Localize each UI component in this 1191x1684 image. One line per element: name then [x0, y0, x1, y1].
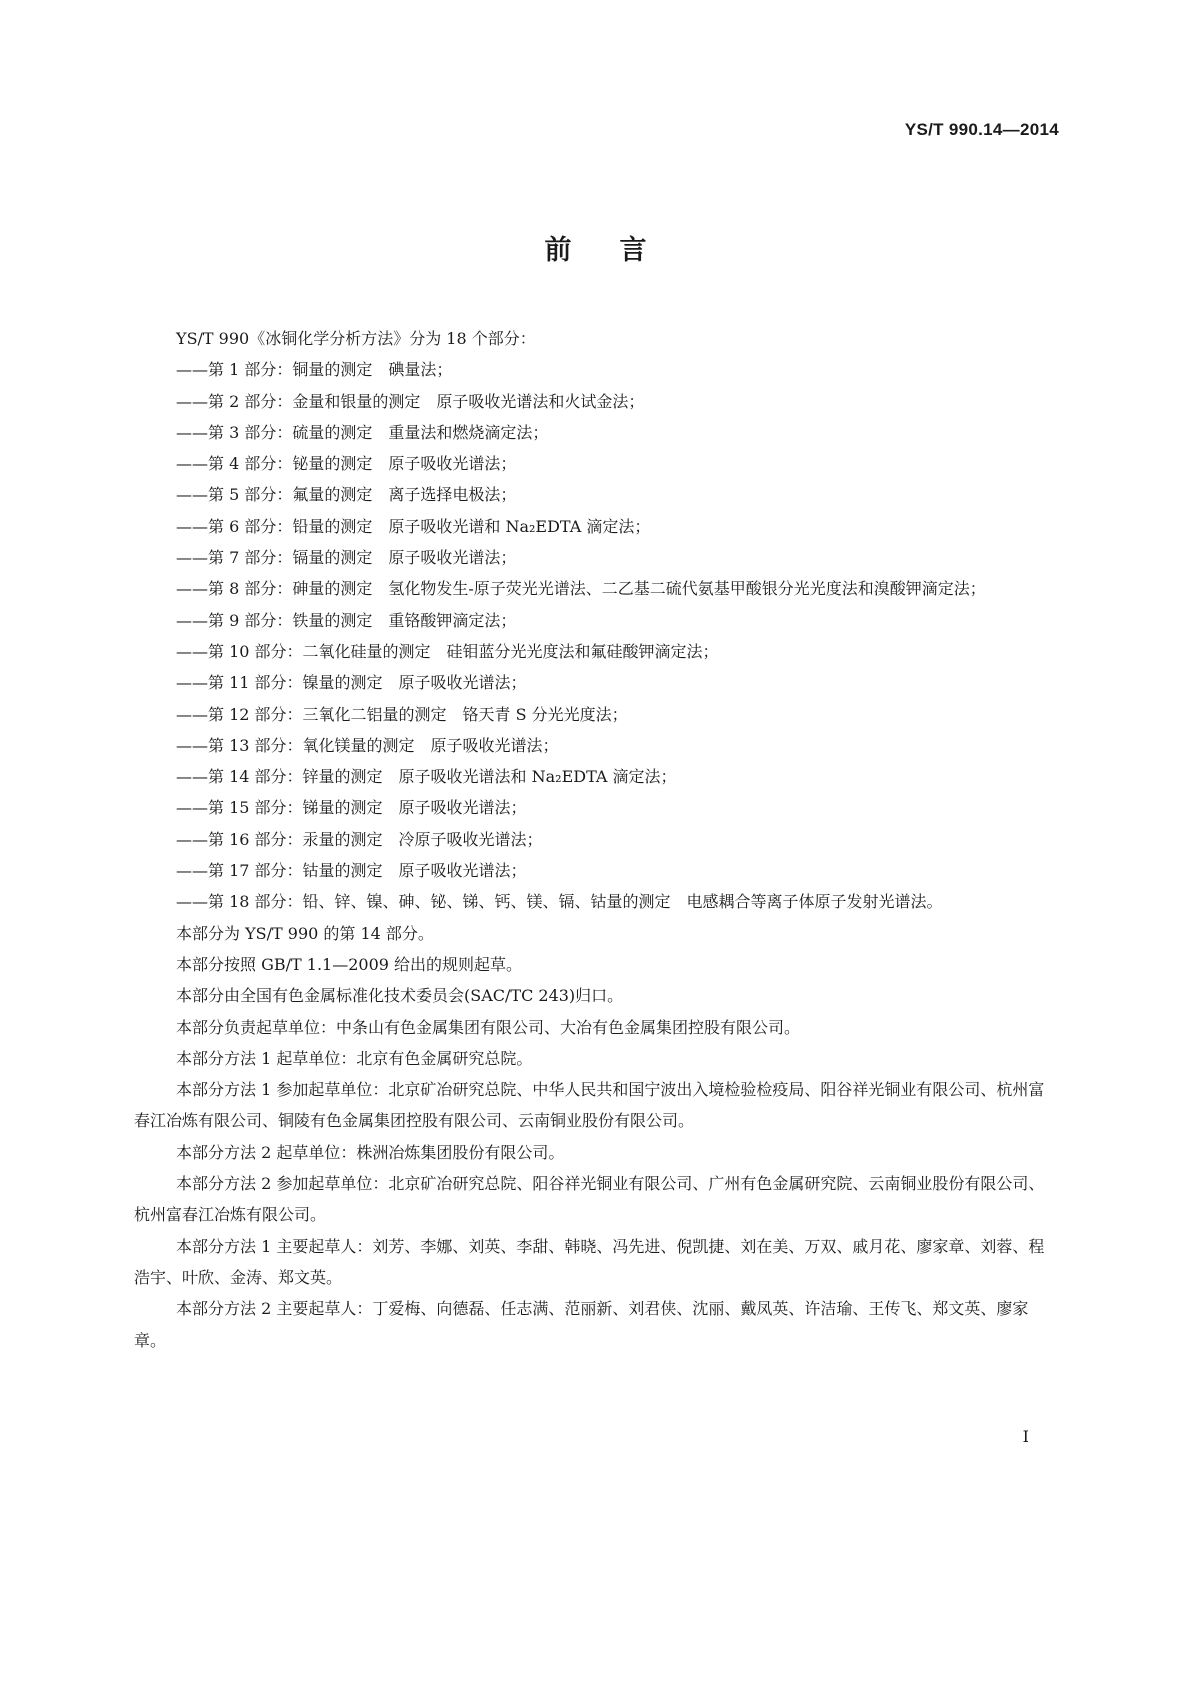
paragraph-method2-authors: 本部分方法 2 主要起草人：丁爱梅、向德磊、任志满、范丽新、刘君侠、沈丽、戴凤英、许洁瑜、王传飞、郑文英、廖家章。: [134, 1299, 1029, 1350]
part-item-3: ——第 3 部分：硫量的测定 重量法和燃烧滴定法；: [176, 422, 549, 442]
paragraph-method2-participants: 本部分方法 2 参加起草单位：北京矿冶研究总院、阳谷祥光铜业有限公司、广州有色金属研究院、云南铜业股份有限公司、杭州富春江冶炼有限公司。: [134, 1174, 1045, 1225]
part-item-10: ——第 10 部分：二氧化硅量的测定 硅钼蓝分光光度法和氟硅酸钾滴定法；: [176, 641, 719, 661]
paragraph-method2-drafter: 本部分方法 2 起草单位：株洲冶炼集团股份有限公司。: [176, 1142, 565, 1162]
part-item-4: ——第 4 部分：铋量的测定 原子吸收光谱法；: [176, 454, 517, 474]
part-item-8: ——第 8 部分：砷量的测定 氢化物发生-原子荧光光谱法、二乙基二硫代氨基甲酸银分光光度法和溴酸钾滴定法；: [176, 579, 986, 599]
part-item-14: ——第 14 部分：锌量的测定 原子吸收光谱法和 Na₂EDTA 滴定法；: [176, 767, 677, 787]
page-title: 前言: [544, 235, 695, 266]
paragraph-drafting-rules: 本部分按照 GB/T 1.1—2009 给出的规则起草。: [176, 954, 523, 974]
part-item-11: ——第 11 部分：镍量的测定 原子吸收光谱法；: [176, 673, 527, 693]
part-item-15: ——第 15 部分：锑量的测定 原子吸收光谱法；: [176, 798, 527, 818]
part-item-9: ——第 9 部分：铁量的测定 重铬酸钾滴定法；: [176, 610, 517, 630]
paragraph-method1-participants: 本部分方法 1 参加起草单位：北京矿冶研究总院、中华人民共和国宁波出入境检验检疫局、阳谷祥光铜业有限公司、杭州富春江冶炼有限公司、铜陵有色金属集团控股有限公司、云南铜业股份有限公司。: [134, 1080, 1045, 1131]
part-item-2: ——第 2 部分：金量和银量的测定 原子吸收光谱法和火试金法；: [176, 391, 645, 411]
paragraph-committee: 本部分由全国有色金属标准化技术委员会(SAC/TC 243)归口。: [176, 986, 624, 1006]
paragraph-responsible-drafter: 本部分负责起草单位：中条山有色金属集团有限公司、大冶有色金属集团控股有限公司。: [176, 1017, 801, 1037]
paragraph-part-number: 本部分为 YS/T 990 的第 14 部分。: [176, 923, 434, 943]
part-item-7: ——第 7 部分：镉量的测定 原子吸收光谱法；: [176, 548, 517, 568]
part-item-18: ——第 18 部分：铅、锌、镍、砷、铋、锑、钙、镁、镉、钴量的测定 电感耦合等离子体原子发射光谱法。: [176, 892, 943, 912]
part-item-5: ——第 5 部分：氟量的测定 离子选择电极法；: [176, 485, 517, 505]
page-number: I: [1022, 1427, 1029, 1446]
part-item-16: ——第 16 部分：汞量的测定 冷原子吸收光谱法；: [176, 829, 543, 849]
part-item-17: ——第 17 部分：钴量的测定 原子吸收光谱法；: [176, 861, 527, 881]
paragraph-method1-drafter: 本部分方法 1 起草单位：北京有色金属研究总院。: [176, 1048, 533, 1068]
document-body: [134, 323, 1060, 1356]
paragraph-method1-authors: 本部分方法 1 主要起草人：刘芳、李娜、刘英、李甜、韩晓、冯先进、倪凯捷、刘在美、万双、戚月花、廖家章、刘蓉、程浩宇、叶欣、金涛、郑文英。: [134, 1236, 1045, 1287]
part-item-13: ——第 13 部分：氧化镁量的测定 原子吸收光谱法；: [176, 735, 559, 755]
part-item-6: ——第 6 部分：铅量的测定 原子吸收光谱和 Na₂EDTA 滴定法；: [176, 516, 651, 536]
part-item-1: ——第 1 部分：铜量的测定 碘量法；: [176, 360, 453, 380]
intro-line: YS/T 990《冰铜化学分析方法》分为 18 个部分：: [176, 329, 536, 348]
part-item-12: ——第 12 部分：三氧化二铝量的测定 铬天青 S 分光光度法；: [176, 704, 628, 724]
standard-code: YS/T 990.14—2014: [904, 120, 1059, 139]
